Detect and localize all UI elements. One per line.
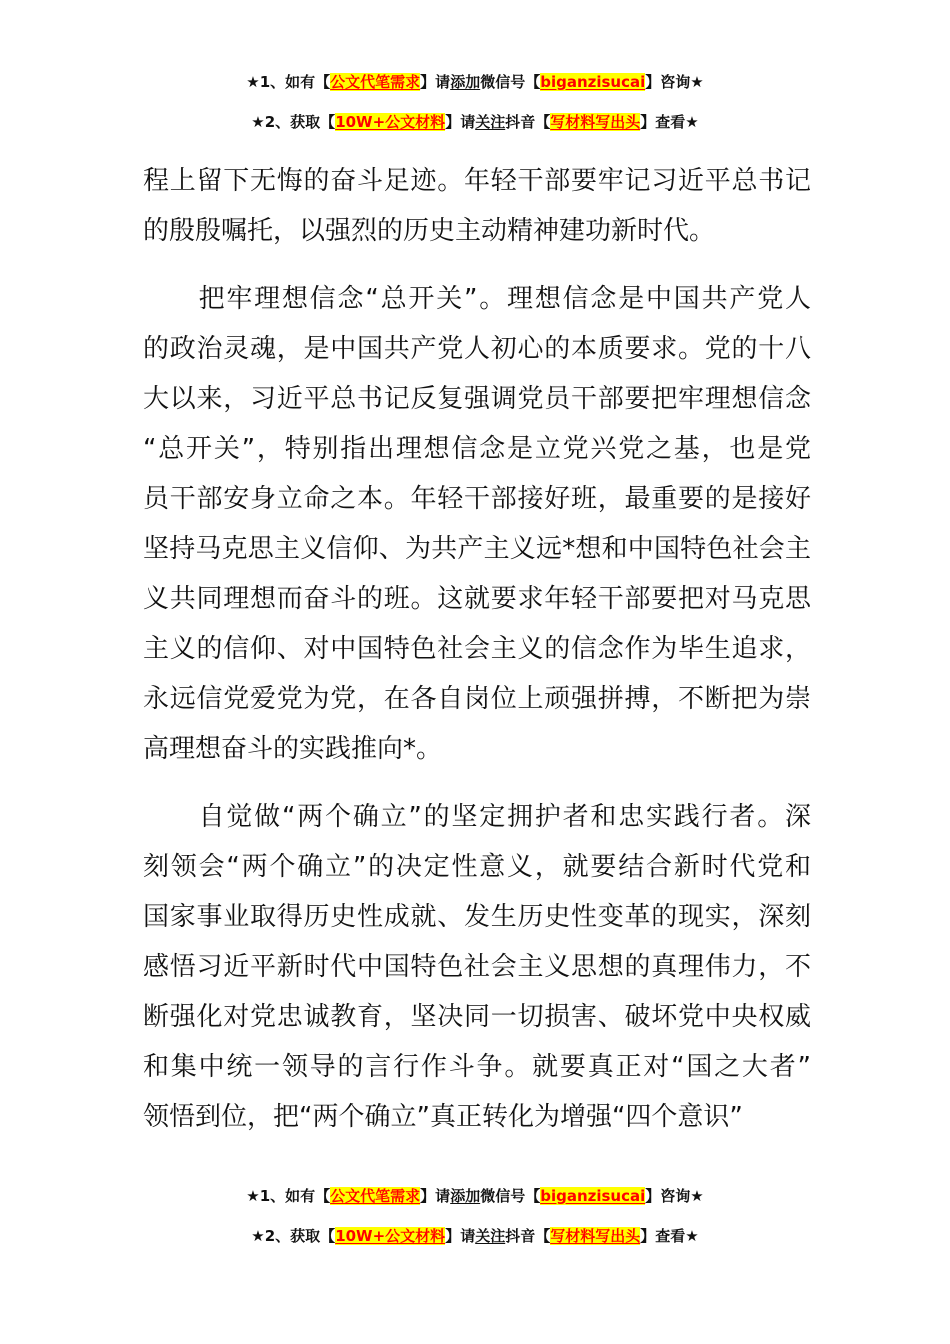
banner-highlight: 10W+公文材料 [335, 113, 446, 131]
text-line: 把牢理想信念“总开关”。理想信念是中国共产党人 [143, 284, 811, 314]
text-line: 主义的信仰、对中国特色社会主义的信念作为毕生追求， [143, 634, 811, 664]
banner-text: 抖音【 [505, 113, 551, 131]
banner-highlight: 公文代笔需求 [330, 1187, 421, 1205]
banner-line-2 [0, 1216, 950, 1256]
banner-line-2 [0, 102, 950, 142]
banner-text: 】咨询★ [645, 73, 704, 91]
paragraph-3 [143, 792, 811, 1142]
paragraph-2 [143, 274, 811, 774]
footer-banner [0, 1176, 950, 1256]
banner-text: ★1、如有【 [246, 73, 331, 91]
text-line: 感悟习近平新时代中国特色社会主义思想的真理伟力，不 [143, 952, 811, 982]
text-line: 刻领会“两个确立”的决定性意义，就要结合新时代党和 [143, 852, 811, 882]
banner-underline: 添加 [450, 1187, 481, 1205]
banner-text: 】查看★ [640, 113, 699, 131]
banner-text: ★2、获取【 [251, 1227, 336, 1245]
text-line: 自觉做“两个确立”的坚定拥护者和忠实践行者。深 [143, 802, 811, 832]
banner-highlight: biganzisucai [540, 73, 646, 91]
banner-text: 抖音【 [505, 1227, 551, 1245]
banner-highlight: 写材料写出头 [550, 113, 641, 131]
banner-underline: 关注 [475, 1227, 506, 1245]
text-line: 的殷殷嘱托，以强烈的历史主动精神建功新时代。 [143, 216, 716, 246]
text-line: 大以来，习近平总书记反复强调党员干部要把牢理想信念 [143, 384, 811, 414]
text-line: 高理想奋斗的实践推向*。 [143, 734, 443, 764]
banner-underline: 添加 [450, 73, 481, 91]
banner-text: 微信号【 [480, 73, 541, 91]
text-line: 国家事业取得历史性成就、发生历史性变革的现实，深刻 [143, 902, 811, 932]
text-line: 领悟到位，把“两个确立”真正转化为增强“四个意识” [143, 1102, 743, 1132]
banner-highlight: 写材料写出头 [550, 1227, 641, 1245]
document-body [143, 156, 811, 1142]
banner-text: 】查看★ [640, 1227, 699, 1245]
banner-text: ★1、如有【 [246, 1187, 331, 1205]
text-line: 坚持马克思主义信仰、为共产主义远*想和中国特色社会主 [143, 534, 811, 564]
banner-text: 微信号【 [480, 1187, 541, 1205]
text-line: 员干部安身立命之本。年轻干部接好班，最重要的是接好 [143, 484, 811, 514]
banner-text: ★2、获取【 [251, 113, 336, 131]
paragraph-1 [143, 156, 811, 256]
banner-highlight: 公文代笔需求 [330, 73, 421, 91]
banner-line-1 [0, 62, 950, 102]
text-line: “总开关”，特别指出理想信念是立党兴党之基，也是党 [143, 434, 811, 464]
banner-line-1 [0, 1176, 950, 1216]
banner-text: 】请 [445, 113, 476, 131]
banner-highlight: 10W+公文材料 [335, 1227, 446, 1245]
banner-highlight: biganzisucai [540, 1187, 646, 1205]
text-line: 和集中统一领导的言行作斗争。就要真正对“国之大者” [143, 1052, 811, 1082]
banner-text: 】咨询★ [645, 1187, 704, 1205]
text-line: 永远信党爱党为党，在各自岗位上顽强拼搏，不断把为崇 [143, 684, 811, 714]
text-line: 程上留下无悔的奋斗足迹。年轻干部要牢记习近平总书记 [143, 166, 811, 196]
text-line: 断强化对党忠诚教育，坚决同一切损害、破坏党中央权威 [143, 1002, 811, 1032]
banner-text: 】请 [420, 73, 451, 91]
text-line: 的政治灵魂，是中国共产党人初心的本质要求。党的十八 [143, 334, 811, 364]
text-line: 义共同理想而奋斗的班。这就要求年轻干部要把对马克思 [143, 584, 811, 614]
banner-underline: 关注 [475, 113, 506, 131]
header-banner [0, 62, 950, 142]
banner-text: 】请 [445, 1227, 476, 1245]
banner-text: 】请 [420, 1187, 451, 1205]
